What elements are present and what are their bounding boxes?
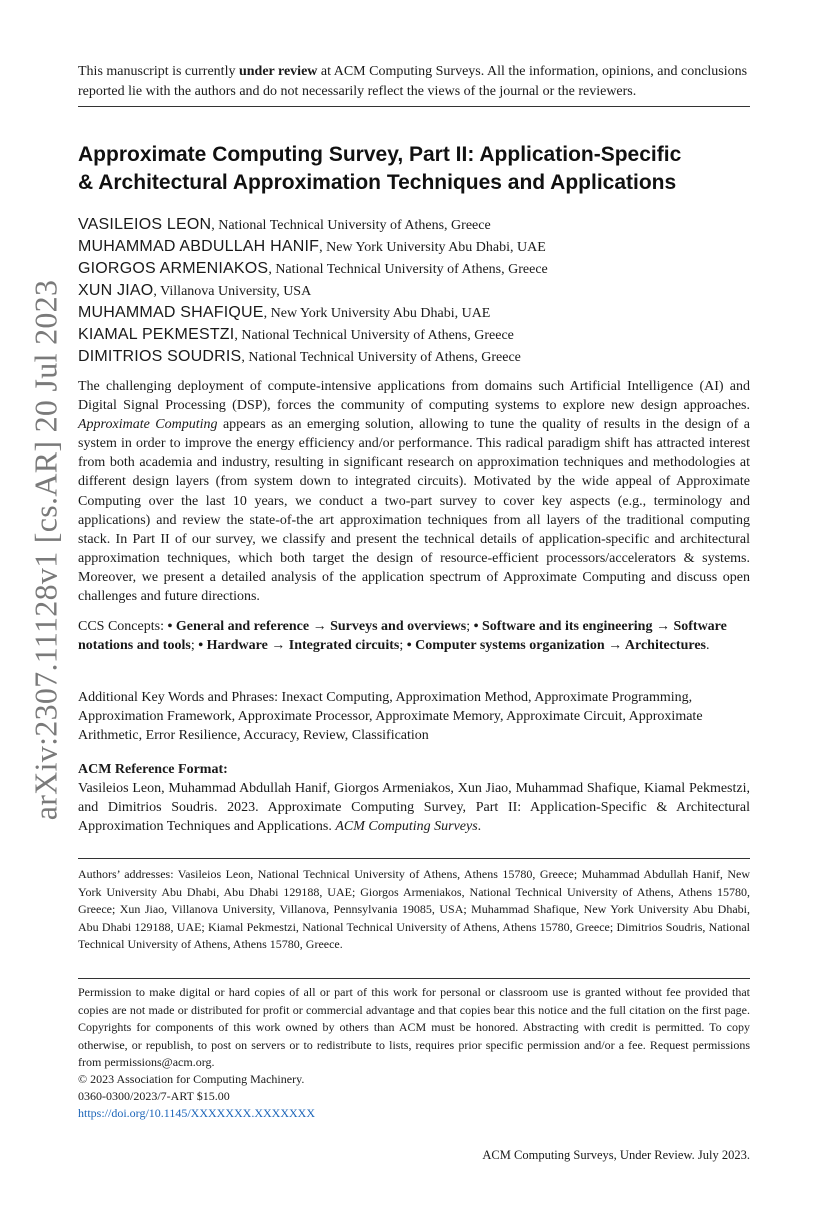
author-affiliation: , National Technical University of Athens, Greece xyxy=(268,262,548,277)
ccs-separator: ; xyxy=(190,638,199,653)
page-footer: ACM Computing Surveys, Under Review. July 2023. xyxy=(482,1148,750,1162)
author-affiliation: , National Technical University of Athens, Greece xyxy=(241,350,521,365)
author-entry xyxy=(78,280,758,302)
author-affiliation: , New York University Abu Dhabi, UAE xyxy=(263,306,491,321)
paper-title xyxy=(78,141,768,197)
ccs-item: • Hardware → Integrated circuits xyxy=(198,638,400,653)
notice-text-after: at ACM Computing Surveys. All the information, opinions, and conclusions reported lie with the authors and do not necessarily reflect the views of the journal or the reviewers. xyxy=(78,64,748,99)
title-line-2: & Architectural Approximation Techniques and Applications xyxy=(78,171,677,194)
author-name: XUN JIAO xyxy=(78,282,154,299)
author-name: VASILEIOS LEON xyxy=(78,216,212,233)
keywords: Additional Key Words and Phrases: Inexact Computing, Approximation Method, Approximate Programming, Approximation Framework, Approximate Processor, Approximate Memory, Approximate Circuit, Approximate Arithmetic, Error Resilience, Accuracy, Review, Classification xyxy=(78,690,703,743)
author-name: GIORGOS ARMENIAKOS xyxy=(78,260,269,277)
abstract-text-1: The challenging deployment of compute-intensive applications from domains such Artificial Intelligence (AI) and Digital Signal Processing (DSP), forces the community of computing systems to explore new design approaches. xyxy=(78,379,750,414)
addresses-divider xyxy=(78,858,750,859)
notice-bold: under review xyxy=(238,64,318,79)
author-affiliation: , New York University Abu Dhabi, UAE xyxy=(319,240,546,255)
reference-end: . xyxy=(477,819,482,834)
author-affiliation: , National Technical University of Athens, Greece xyxy=(234,328,514,343)
permission-divider xyxy=(78,978,750,979)
reference-format xyxy=(78,779,750,836)
author-addresses: Authors’ addresses: Vasileios Leon, National Technical University of Athens, Athens 15780, Greece; Muhammad Abdullah Hanif, New York University Abu Dhabi, Abu Dhabi 129188, UAE; Giorgos Armeniakos, National Technical University of Athens, Athens 15780, Greece; Xun Jiao, Villanova University, Villanova, Pennsylvania 19085, USA; Muhammad Shafique, New York University Abu Dhabi, Abu Dhabi 129188, UAE; Kiamal Pekmestzi, National Technical University of Athens, Athens 15780, Greece; Dimitrios Soudris, National Technical University of Athens, Athens 15780, Greece. xyxy=(78,867,750,951)
reference-text: Vasileios Leon, Muhammad Abdullah Hanif, Giorgos Armeniakos, Xun Jiao, Muhammad Shafique, Kiamal Pekmestzi, and Dimitrios Soudris. 2023. Approximate Computing Survey, Part II: Application-Specific & Architectural Approximation Techniques and Applications. xyxy=(78,781,750,834)
ccs-item: • Computer systems organization → Architectures xyxy=(406,638,706,653)
permission-notice: Permission to make digital or hard copies of all or part of this work for personal or classroom use is granted without fee provided that copies are not made or distributed for profit or commercial advantage and that copies bear this notice and the full citation on the first page. Copyrights for components of this work owned by others than ACM must be honored. Abstracting with credit is permitted. To copy otherwise, or republish, to post on servers or to redistribute to lists, requires prior specific permission and/or a fee. Request permissions from permissions@acm.org. xyxy=(78,985,750,1069)
copyright: © 2023 Association for Computing Machinery. xyxy=(78,1072,305,1086)
arxiv-watermark xyxy=(26,250,66,850)
author-name: MUHAMMAD ABDULLAH HANIF xyxy=(78,238,320,255)
arxiv-id: arXiv:2307.11128v1 [cs.AR] 20 Jul 2023 xyxy=(27,279,64,821)
ccs-item: • Software and its engineering → Software notations and tools xyxy=(78,619,727,653)
ccs-separator: ; xyxy=(399,638,407,653)
author-affiliation: , Villanova University, USA xyxy=(153,284,312,299)
notice-text-before: This manuscript is currently xyxy=(78,64,239,79)
author-entry xyxy=(78,324,758,346)
notice-divider xyxy=(78,106,750,107)
author-affiliation: , National Technical University of Athens, Greece xyxy=(211,218,491,233)
doi-link[interactable]: https://doi.org/10.1145/XXXXXXX.XXXXXXX xyxy=(78,1106,315,1120)
review-notice xyxy=(78,62,750,102)
reference-journal: ACM Computing Surveys xyxy=(335,819,478,834)
abstract-text-2: appears as an emerging solution, allowing to tune the quality of results in the design of a system in order to improve the energy efficiency and/or performance. This radical paradigm shift has attracted interest from both academia and industry, resulting in significant research on approximation techniques and methodologies at different design layers (from system down to integrated circuits). Motivated by the wide appeal of Approximate Computing over the last 10 years, we conduct a two-part survey to cover key aspects (e.g., terminology and applications) and review the state-of-the art approximation techniques from all layers of the traditional computing stack. In Part II of our survey, we classify and present the technical details of application-specific and architectural approximation techniques, which both target the design of resource-efficient processors/accelerators & systems. Moreover, we present a detailed analysis of the application spectrum of Approximate Computing and discuss open challenges and future directions. xyxy=(78,417,750,605)
ccs-end: . xyxy=(706,638,710,653)
ccs-concepts xyxy=(78,617,750,655)
author-entry xyxy=(78,214,758,236)
author-entry xyxy=(78,236,758,258)
title-line-1: Approximate Computing Survey, Part II: Application-Specific xyxy=(78,143,682,166)
abstract xyxy=(78,377,750,606)
author-entry xyxy=(78,346,758,368)
author-name: KIAMAL PEKMESTZI xyxy=(78,326,235,343)
author-entry xyxy=(78,302,758,324)
issn: 0360-0300/2023/7-ART $15.00 xyxy=(78,1089,230,1103)
author-entry xyxy=(78,258,758,280)
author-name: MUHAMMAD SHAFIQUE xyxy=(78,304,264,321)
abstract-emphasis: Approximate Computing xyxy=(78,417,218,433)
author-list xyxy=(78,214,758,368)
reference-heading: ACM Reference Format: xyxy=(78,762,228,777)
ccs-label: CCS Concepts: xyxy=(78,619,168,634)
ccs-item: • General and reference → Surveys and overviews xyxy=(167,619,467,634)
author-name: DIMITRIOS SOUDRIS xyxy=(78,348,242,365)
ccs-separator: ; xyxy=(466,619,474,634)
